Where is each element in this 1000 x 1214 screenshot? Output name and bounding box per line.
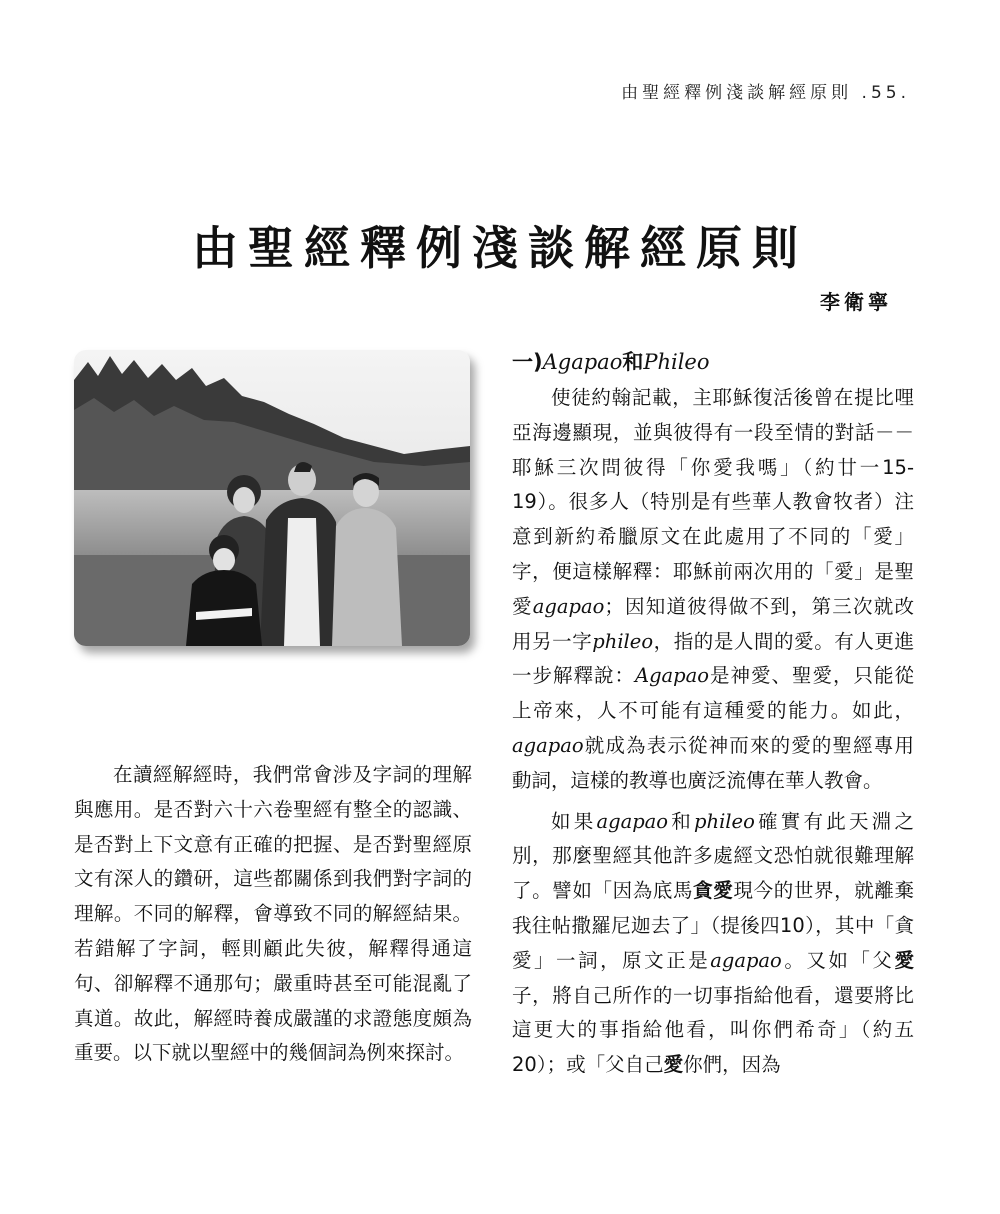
emphasis-term: 貪愛 (693, 879, 734, 903)
text-run: 你們，因為 (683, 1053, 781, 1077)
text-run: 使徒約翰記載，主耶穌復活後曾在提比哩亞海邊顯現，並與彼得有一段至情的對話－－耶穌三次問彼得「你愛我嗎」（約廿一15-19）。很多人（特別是有些華人教會牧者）注意到新約希臘原文在此處用了不同的「愛」字，便這樣解釋：耶穌前兩次用的「愛」是聖愛 (512, 386, 914, 618)
section-term-phileo: Phileo (643, 350, 710, 374)
section-number: 一) (512, 350, 543, 374)
emphasis-term: 愛 (663, 1053, 684, 1077)
text-run: 。又如「父 (781, 948, 895, 972)
article-title: 由聖經釋例淺談解經原則 (192, 221, 808, 275)
section-connector: 和 (622, 350, 644, 374)
greek-term: Agapao (634, 664, 710, 688)
running-head: 由聖經釋例淺談解經原則 .55. (621, 83, 910, 103)
greek-term: phileo (694, 809, 755, 833)
intro-column (74, 758, 472, 1071)
text-run: ，指的是人間的愛。有人更進一步解釋說： (512, 629, 914, 688)
greek-term: agapao (710, 948, 782, 972)
emphasis-term: 愛 (894, 948, 914, 972)
author-name: 李衛寧 (820, 290, 892, 314)
text-run: 確實有此天淵之別，那麼聖經其他許多處經文恐怕就很難理解了。譬如「因為底馬 (512, 809, 914, 903)
section-term-agapao: Agapao (542, 350, 623, 374)
body-paragraph-2 (512, 805, 914, 1083)
intro-paragraph: 在讀經解經時，我們常會涉及字詞的理解與應用。是否對六十六卷聖經有整全的認識、是否對上下文意有正確的把握、是否對聖經原文有深人的鑽研，這些都關係到我們對字詞的理解。不同的解釋，會導致不同的解經結果。若錯解了字詞，輕則顧此失彼，解釋得通這句、卻解釋不通那句；嚴重時甚至可能混亂了真道。故此，解經時養成嚴謹的求證態度頗為重要。以下就以聖經中的幾個詞為例來探討。 (74, 763, 472, 1065)
text-run: 現今的世界，就離棄我往帖撒羅尼迦去了」（提後四10），其中「貪愛」一詞，原文正是 (512, 879, 914, 972)
section-column (512, 345, 914, 1083)
text-run: 子，將自己所作的一切事指給他看，還要將比這更大的事指給他看，叫你們希奇」（約五20）；或「父自己 (512, 983, 914, 1077)
greek-term: agapao (512, 733, 584, 757)
text-run: 和 (668, 809, 695, 833)
body-paragraph-1 (512, 381, 914, 799)
greek-term: agapao (596, 809, 669, 833)
greek-term: agapao (532, 594, 605, 618)
text-run: ；因知道彼得做不到，第三次就改用另一字 (512, 594, 914, 653)
text-run: 是神愛、聖愛，只能從上帝來，人不可能有這種愛的能力。如此， (512, 664, 914, 723)
greek-term: phileo (592, 629, 654, 653)
text-run: 如果 (551, 809, 597, 833)
section-heading (512, 345, 914, 379)
family-photo (74, 350, 470, 646)
text-run: 就成為表示從神而來的愛的聖經專用動詞，這樣的教導也廣泛流傳在華人教會。 (512, 733, 914, 792)
